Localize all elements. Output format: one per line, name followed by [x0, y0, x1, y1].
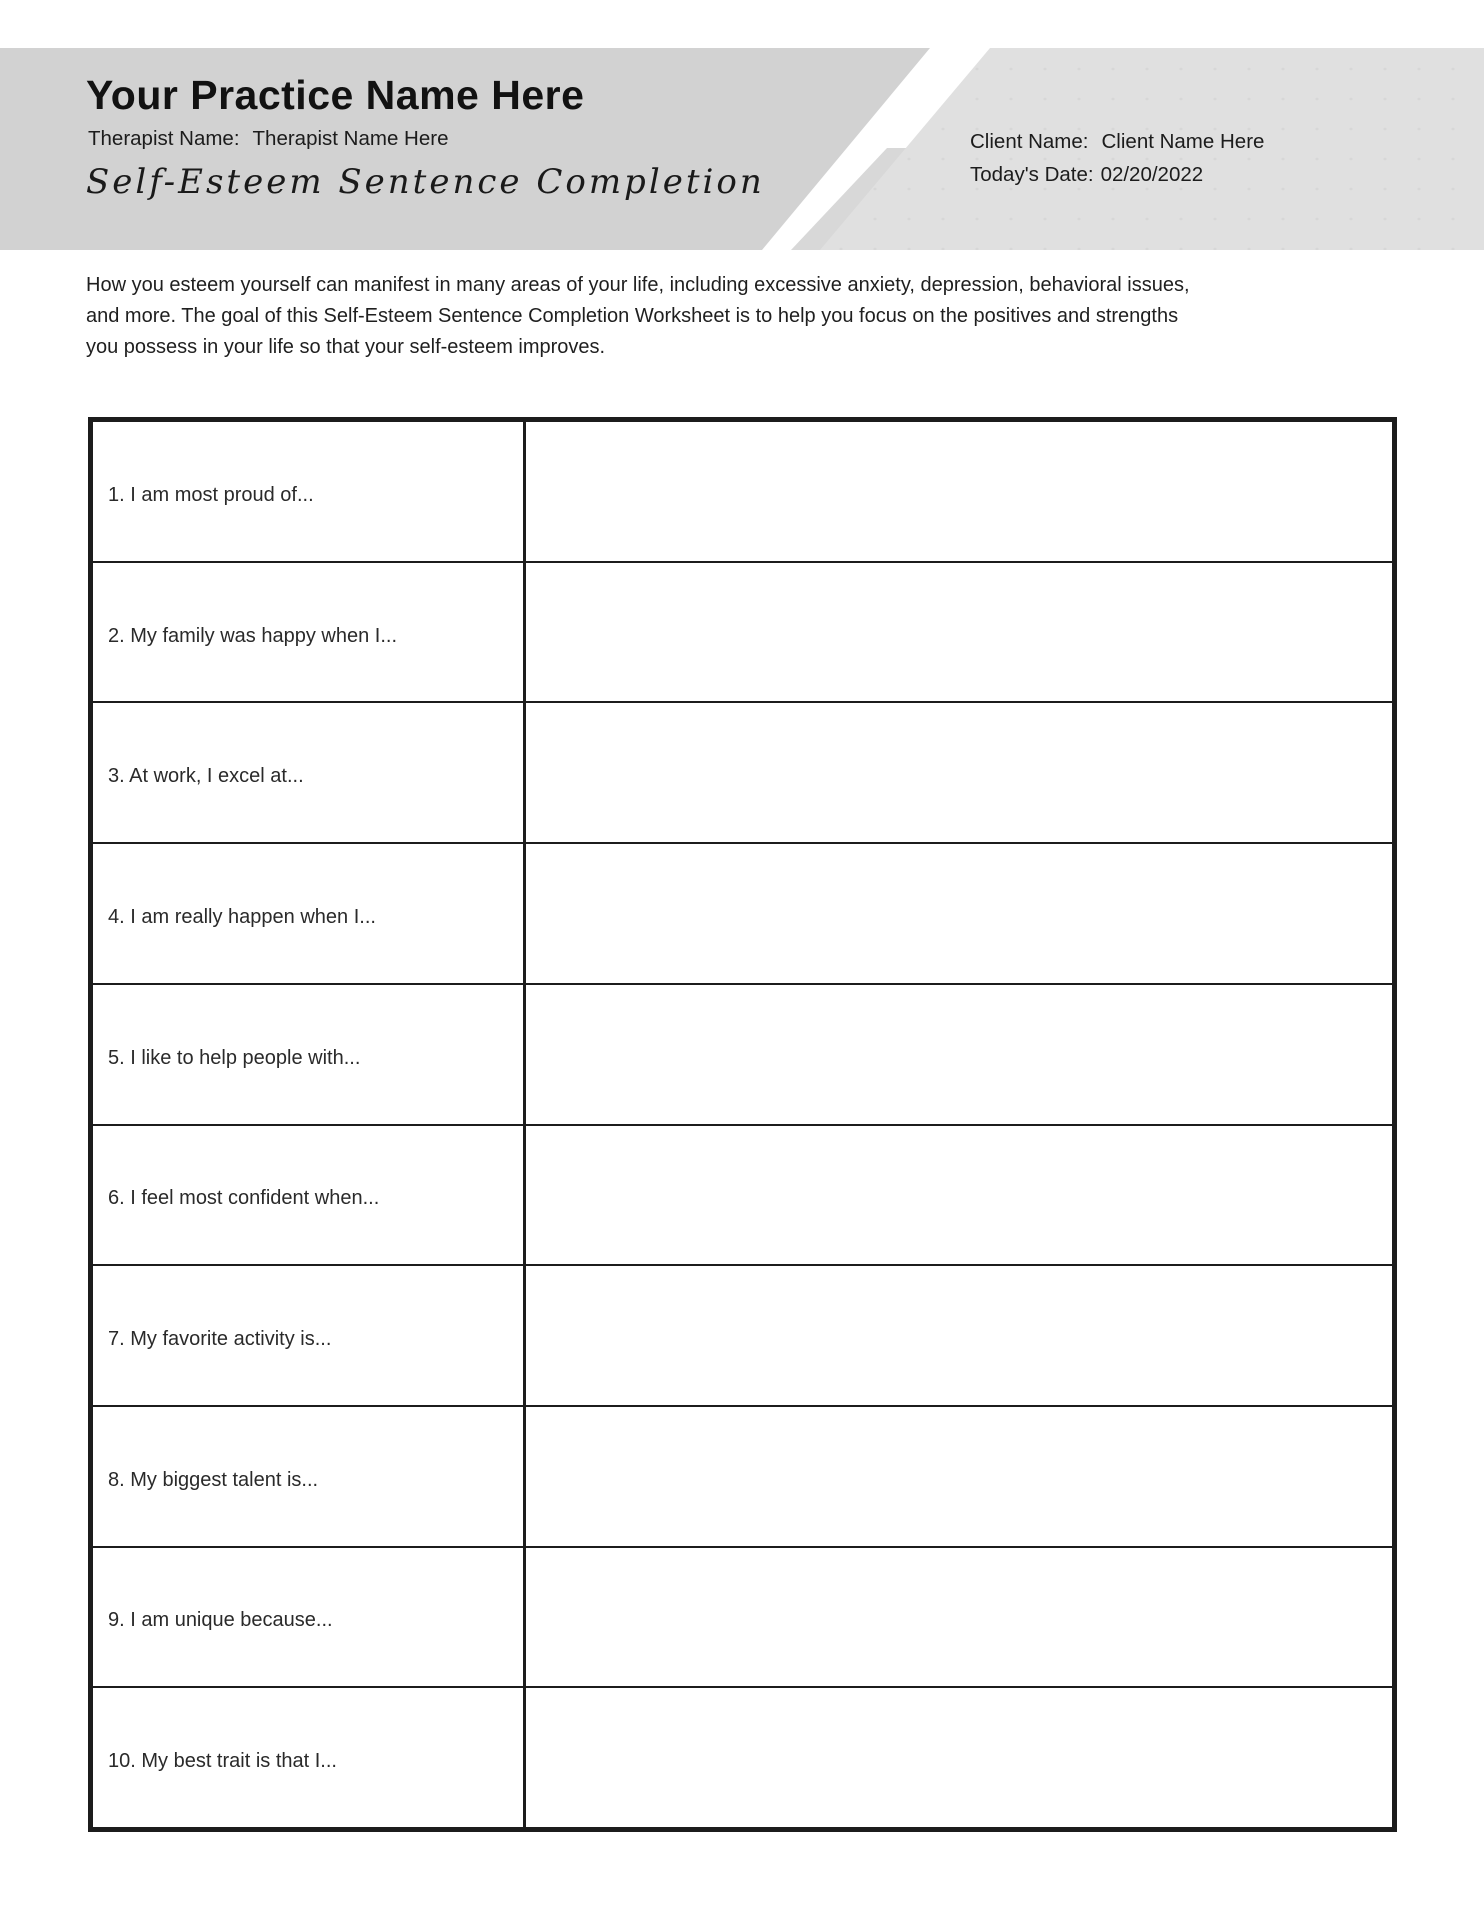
prompt-cell: 9. I am unique because... [93, 1548, 526, 1687]
response-cell[interactable] [526, 1407, 1392, 1546]
table-row [93, 701, 1392, 842]
prompt-cell: 8. My biggest talent is... [93, 1407, 526, 1546]
response-cell[interactable] [526, 1126, 1392, 1265]
sentence-completion-table [88, 417, 1397, 1832]
prompt-cell: 10. My best trait is that I... [93, 1688, 526, 1827]
response-cell[interactable] [526, 844, 1392, 983]
table-row [93, 1264, 1392, 1405]
table-row [93, 842, 1392, 983]
response-cell[interactable] [526, 1688, 1392, 1827]
response-cell[interactable] [526, 703, 1392, 842]
prompt-cell: 2. My family was happy when I... [93, 563, 526, 702]
prompt-cell: 4. I am really happen when I... [93, 844, 526, 983]
prompt-cell: 5. I like to help people with... [93, 985, 526, 1124]
response-cell[interactable] [526, 1548, 1392, 1687]
prompt-cell: 7. My favorite activity is... [93, 1266, 526, 1405]
date-value: 02/20/2022 [1100, 163, 1204, 186]
response-cell[interactable] [526, 422, 1392, 561]
intro-paragraph: How you esteem yourself can manifest in many areas of your life, including excessive anxiety, depression, behavioral issues, and more. The goal of this Self-Esteem Sentence Completion Worksheet is to help you focus on the positives and strengths you possess in your life so that your self-esteem improves. [86, 274, 1190, 358]
therapist-name-line [88, 127, 449, 151]
prompt-cell: 6. I feel most confident when... [93, 1126, 526, 1265]
prompt-cell: 3. At work, I excel at... [93, 703, 526, 842]
table-row [93, 1686, 1392, 1827]
therapist-name-label: Therapist Name: [88, 127, 240, 150]
table-row [93, 1124, 1392, 1265]
worksheet-title: Self-Esteem Sentence Completion [86, 162, 765, 202]
prompt-cell: 1. I am most proud of... [93, 422, 526, 561]
table-row [93, 422, 1392, 561]
table-row [93, 561, 1392, 702]
table-row [93, 1546, 1392, 1687]
table-row [93, 983, 1392, 1124]
date-label: Today's Date: [970, 163, 1094, 186]
response-cell[interactable] [526, 563, 1392, 702]
client-name-line [970, 130, 1264, 154]
response-cell[interactable] [526, 985, 1392, 1124]
client-name-value: Client Name Here [1101, 130, 1265, 153]
date-line [970, 163, 1203, 187]
practice-name-title: Your Practice Name Here [86, 72, 585, 118]
therapist-name-value: Therapist Name Here [252, 127, 449, 150]
client-name-label: Client Name: [970, 130, 1089, 153]
response-cell[interactable] [526, 1266, 1392, 1405]
table-row [93, 1405, 1392, 1546]
